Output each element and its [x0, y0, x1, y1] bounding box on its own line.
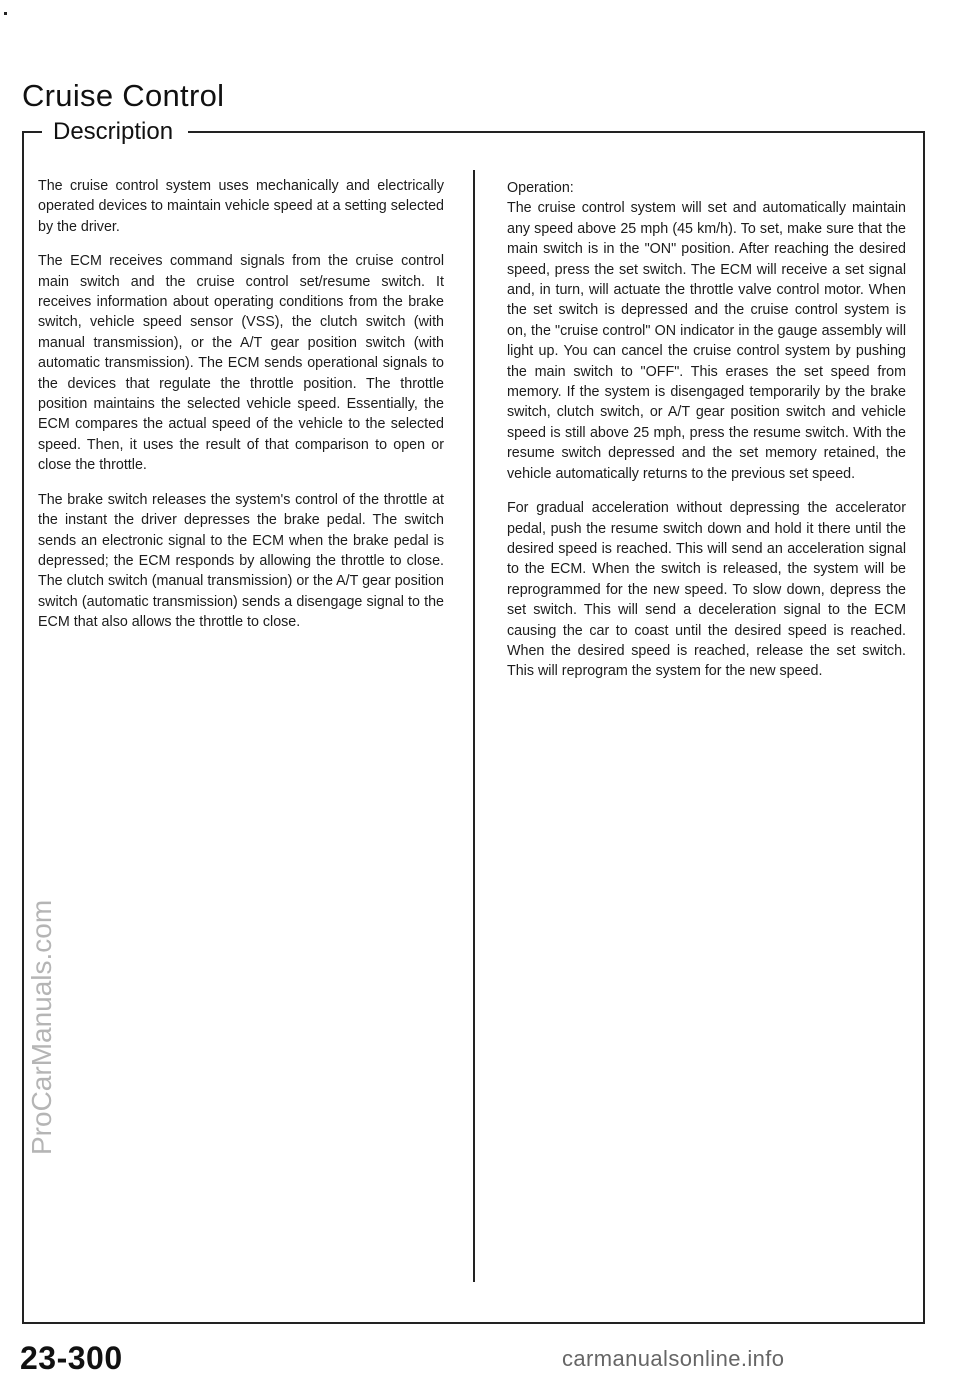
frame-top-left-rule [22, 131, 42, 133]
section-heading: Description [49, 118, 177, 146]
column-divider [473, 170, 475, 1282]
left-paragraph-3: The brake switch releases the system's control of the throttle at the instant the driver depresses the brake pedal. The switch sends an electronic signal to the ECM when the brake pedal is depressed; the ECM responds by allowing the throttle to close. The clutch switch (manual transmission) or the A/T gear position switch (automatic transmission) sends a disengage signal to the ECM that also allows the throttle to close. [38, 491, 444, 631]
page-title: Cruise Control [22, 78, 225, 113]
right-paragraph-1: The cruise control system will set and automatically maintain any speed above 25 mph (45 km/h). To set, make sure that the main switch is in the "ON" position. After reaching the desired speed, press the set switch. The ECM will receive a set signal and, in turn, will actuate the throttle valve control motor. When the set switch is depressed and the cruise control system is on, the "cruise control" ON indicator in the gauge assembly will light up. You can cancel the cruise control system by pushing the main switch to "OFF". This erases the set speed from memory. If the system is disengaged temporarily by the brake switch, clutch switch, or A/T gear position switch and vehicle speed is still above 25 mph, press the resume switch. With the resume switch depressed and the set memory retained, the vehicle automatically returns to the previous set speed. [507, 200, 906, 482]
corner-mark [4, 12, 7, 15]
right-column [507, 178, 906, 696]
left-paragraph-2: The ECM receives command signals from the cruise control main switch and the cruise control set/resume switch. It receives information about operating conditions from the brake switch, vehicle speed sensor (VSS), the clutch switch (with manual transmission), or the A/T gear position switch (with automatic transmission). The ECM sends operational signals to the devices that regulate the throttle position. The throttle position maintains the selected vehicle speed. Essentially, the ECM compares the actual speed of the vehicle to the selected speed. Then, it uses the result of that comparison to open or close the throttle. [38, 253, 444, 474]
left-paragraph-1: The cruise control system uses mechanically and electrically operated devices to maintain vehicle speed at a setting selected by the driver. [38, 178, 444, 235]
frame-top-right-rule [188, 131, 923, 133]
page-number: 23-300 [20, 1340, 123, 1376]
watermark: ProCarManuals.com [26, 899, 57, 1155]
operation-label: Operation: [507, 180, 574, 196]
left-column [38, 176, 444, 647]
right-paragraph-2: For gradual acceleration without depressing the accelerator pedal, push the resume switch down and hold it there until the desired speed is reached. This will send an acceleration signal to the ECM. When the switch is released, the system will be reprogrammed for the new speed. To slow down, depress the set switch. This will send a deceleration signal to the ECM causing the car to coast until the desired speed is reached. When the desired speed is reached, release the set switch. This will reprogram the system for the new speed. [507, 500, 906, 680]
footer-site: carmanualsonline.info [562, 1346, 785, 1371]
